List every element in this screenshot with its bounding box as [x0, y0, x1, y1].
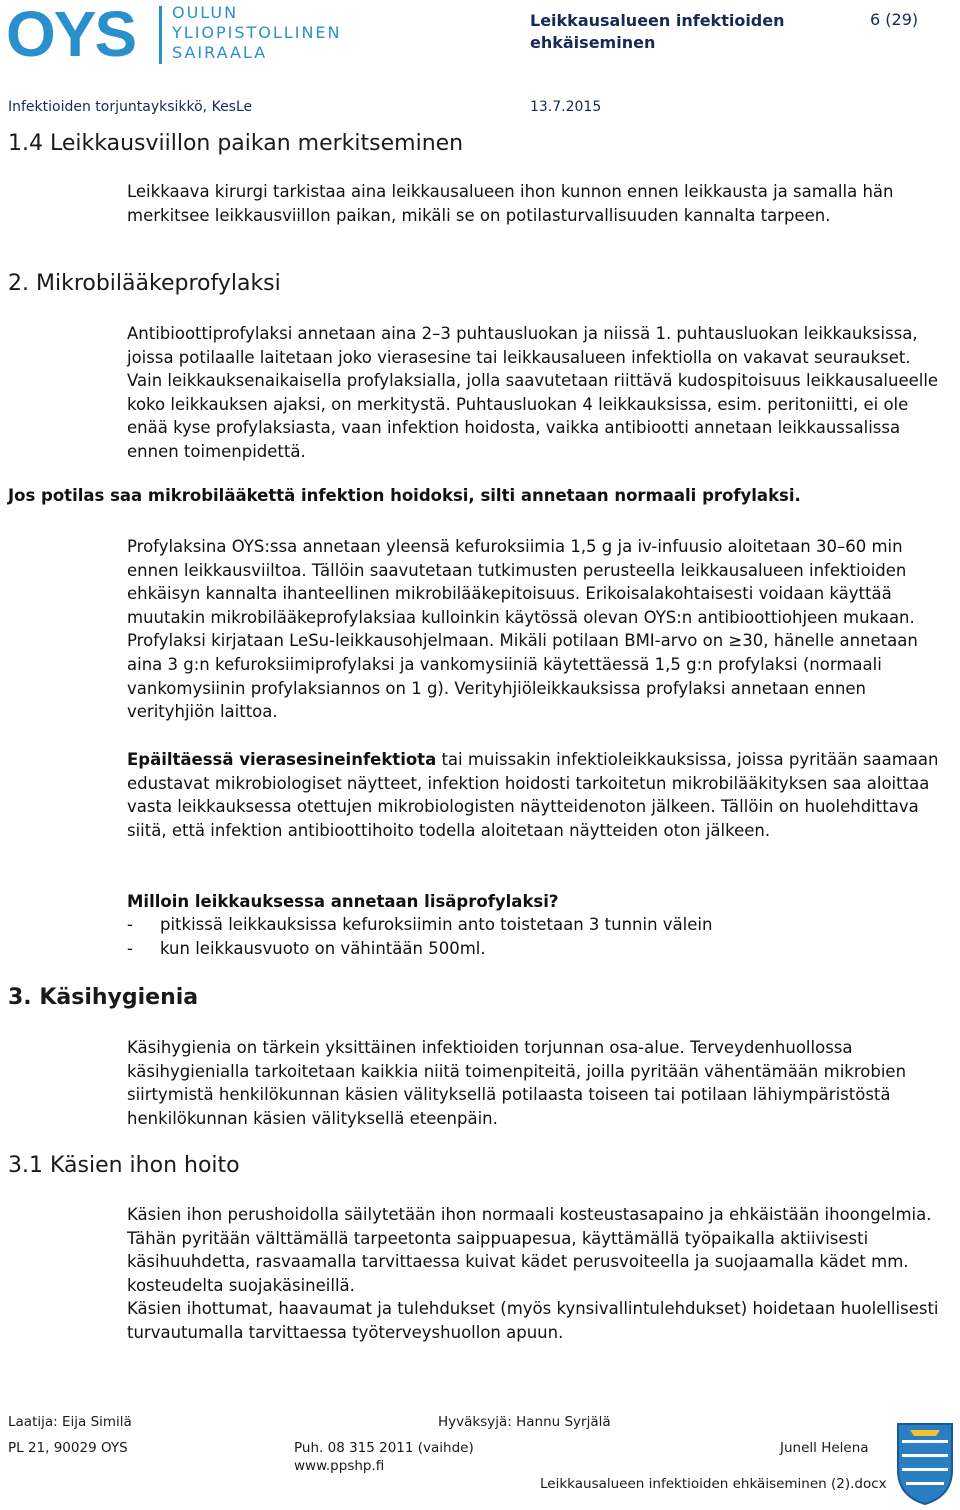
coat-of-arms-icon	[894, 1420, 956, 1506]
section-2-paragraph-3: Epäiltäessä vierasesineinfektiota tai muissakin infektioleikkauksissa, joissa pyritään saamaan edustavat mikrobiologiset näytteet, infektion hoidosti tarkoitetun mikrobilääkityksen saa aloittaa vasta leikkauksessa otettujen mikrobiologisten näytteidenoton jälkeen. Tällöin on huolehdittava siitä, että infektion antibioottihoito todella aloitetaan näytteiden oton jälkeen.	[127, 750, 939, 840]
section-2-heading: 2. Mikrobilääkeprofylaksi	[8, 271, 281, 296]
section-2-paragraph-2: Profylaksina OYS:ssa annetaan yleensä kefuroksiimia 1,5 g ja iv-infuusio aloitetaan 30–60 min ennen leikkausviiltoa. Tällöin saavutetaan tutkimusten perusteella leikkausalueen infektioiden ehkäisyn kannalta ihanteellinen mikrobilääkepitoisuus. Erikoisalakohtaisesti voidaan käyttää muutakin mikrobilääkeprofylaksiaa kulloinkin käytössä olevan OYS:n antibioottiohjeen mukaan. Profylaksi kirjataan LeSu-leikkausohjelmaan. Mikäli potilaan BMI-arvo on ≥30, hänelle annetaan aina 3 g:n kefuroksiimiprofylaksi ja vankomysiiniä käytettäessä 1,5 g:n profylaksi (normaali vankomysiinin profylaksiannos on 1 g). Verityhjiöleikkauksissa profylaksi annetaan ennen verityhjiön laittoa.	[127, 537, 918, 722]
unit-name: Infektioiden torjuntayksikkö, KesLe	[8, 99, 253, 115]
section-2-paragraph-3-lead: Epäiltäessä vierasesineinfektiota	[127, 750, 437, 769]
footer-approver: Hyväksyjä: Hannu Syrjälä	[438, 1414, 611, 1430]
section-3-heading: 3. Käsihygienia	[8, 985, 199, 1010]
footer-address: PL 21, 90029 OYS	[8, 1440, 128, 1456]
footer-person: Junell Helena	[780, 1440, 869, 1456]
section-2-emphasis: Jos potilas saa mikrobilääkettä infektion hoidoksi, silti annetaan normaali profylaksi.	[8, 486, 801, 505]
oys-logo: OYS	[6, 0, 136, 70]
section-1-4-text: Leikkaava kirurgi tarkistaa aina leikkausalueen ihon kunnon ennen leikkausta ja samalla hän merkitsee leikkausviillon paikan, mikäli se on potilasturvallisuuden kannalta tarpeen.	[127, 182, 894, 225]
hospital-name: OULUN YLIOPISTOLLINEN SAIRAALA	[172, 3, 342, 62]
document-title: Leikkausalueen infektioiden ehkäiseminen	[530, 11, 785, 52]
footer-author: Laatija: Eija Similä	[8, 1414, 132, 1430]
section-1-4-heading: 1.4 Leikkausviillon paikan merkitseminen	[8, 131, 464, 156]
footer-website: www.ppshp.fi	[294, 1458, 385, 1474]
logo-divider	[159, 6, 162, 64]
section-2-paragraph-1: Antibioottiprofylaksi annetaan aina 2–3 puhtausluokan ja niissä 1. puhtausluokan leikkauksissa, joissa potilaalle laitetaan joko vierasesine tai leikkausalueen infektiolla on vakavat seuraukset. Vain leikkauksenaikaisella profylaksialla, jolla saavutetaan riittävä kudospitoisuus leikkausalueelle koko leikkauksen ajaksi, on merkitystä. Puhtausluokan 4 leikkauksissa, esim. peritoniitti, ei ole enää kyse profylaksiasta, vaan infektion hoidosta, vaikka antibiootti annetaan leikkaussalissa ennen toimenpidettä.	[127, 324, 939, 461]
footer-filename: Leikkausalueen infektioiden ehkäiseminen (2).docx	[540, 1476, 887, 1492]
list-item: - kun leikkausvuoto on vähintään 500ml.	[127, 939, 486, 958]
extra-prophylaxis-question: Milloin leikkauksessa annetaan lisäprofylaksi?	[127, 892, 559, 911]
page-number: 6 (29)	[870, 10, 919, 29]
list-item: - pitkissä leikkauksissa kefuroksiimin anto toistetaan 3 tunnin välein	[127, 915, 713, 934]
section-3-1-heading: 3.1 Käsien ihon hoito	[8, 1153, 240, 1178]
section-3-1-paragraph-2: Käsien ihottumat, haavaumat ja tulehdukset (myös kynsivallintulehdukset) hoidetaan huolellisesti turvautumalla tarvittaessa työterveyshuollon apuun.	[127, 1299, 939, 1342]
document-date: 13.7.2015	[530, 99, 602, 115]
footer-phone: Puh. 08 315 2011 (vaihde)	[294, 1440, 474, 1456]
section-3-text: Käsihygienia on tärkein yksittäinen infektioiden torjunnan osa-alue. Terveydenhuollossa käsihygienialla tarkoitetaan kaikkia niitä toimenpiteitä, joilla pyritään vähentämään mikrobien siirtymistä henkilökunnan käsien välityksellä potilaasta toiseen tai potilaan lähiympäristöstä henkilökunnan käsien välityksellä eteenpäin.	[127, 1038, 907, 1128]
section-3-1-paragraph-1: Käsien ihon perushoidolla säilytetään ihon normaali kosteustasapaino ja ehkäistään ihoongelmia. Tähän pyritään välttämällä tarpeetonta saippuapesua, käyttämällä työpaikalla aktiivisesti käsihuuhdetta, rasvaamalla tarvittaessa kuivat kädet perusvoiteella ja suojaamalla kädet mm. kosteudelta suojakäsineillä.	[127, 1205, 932, 1295]
